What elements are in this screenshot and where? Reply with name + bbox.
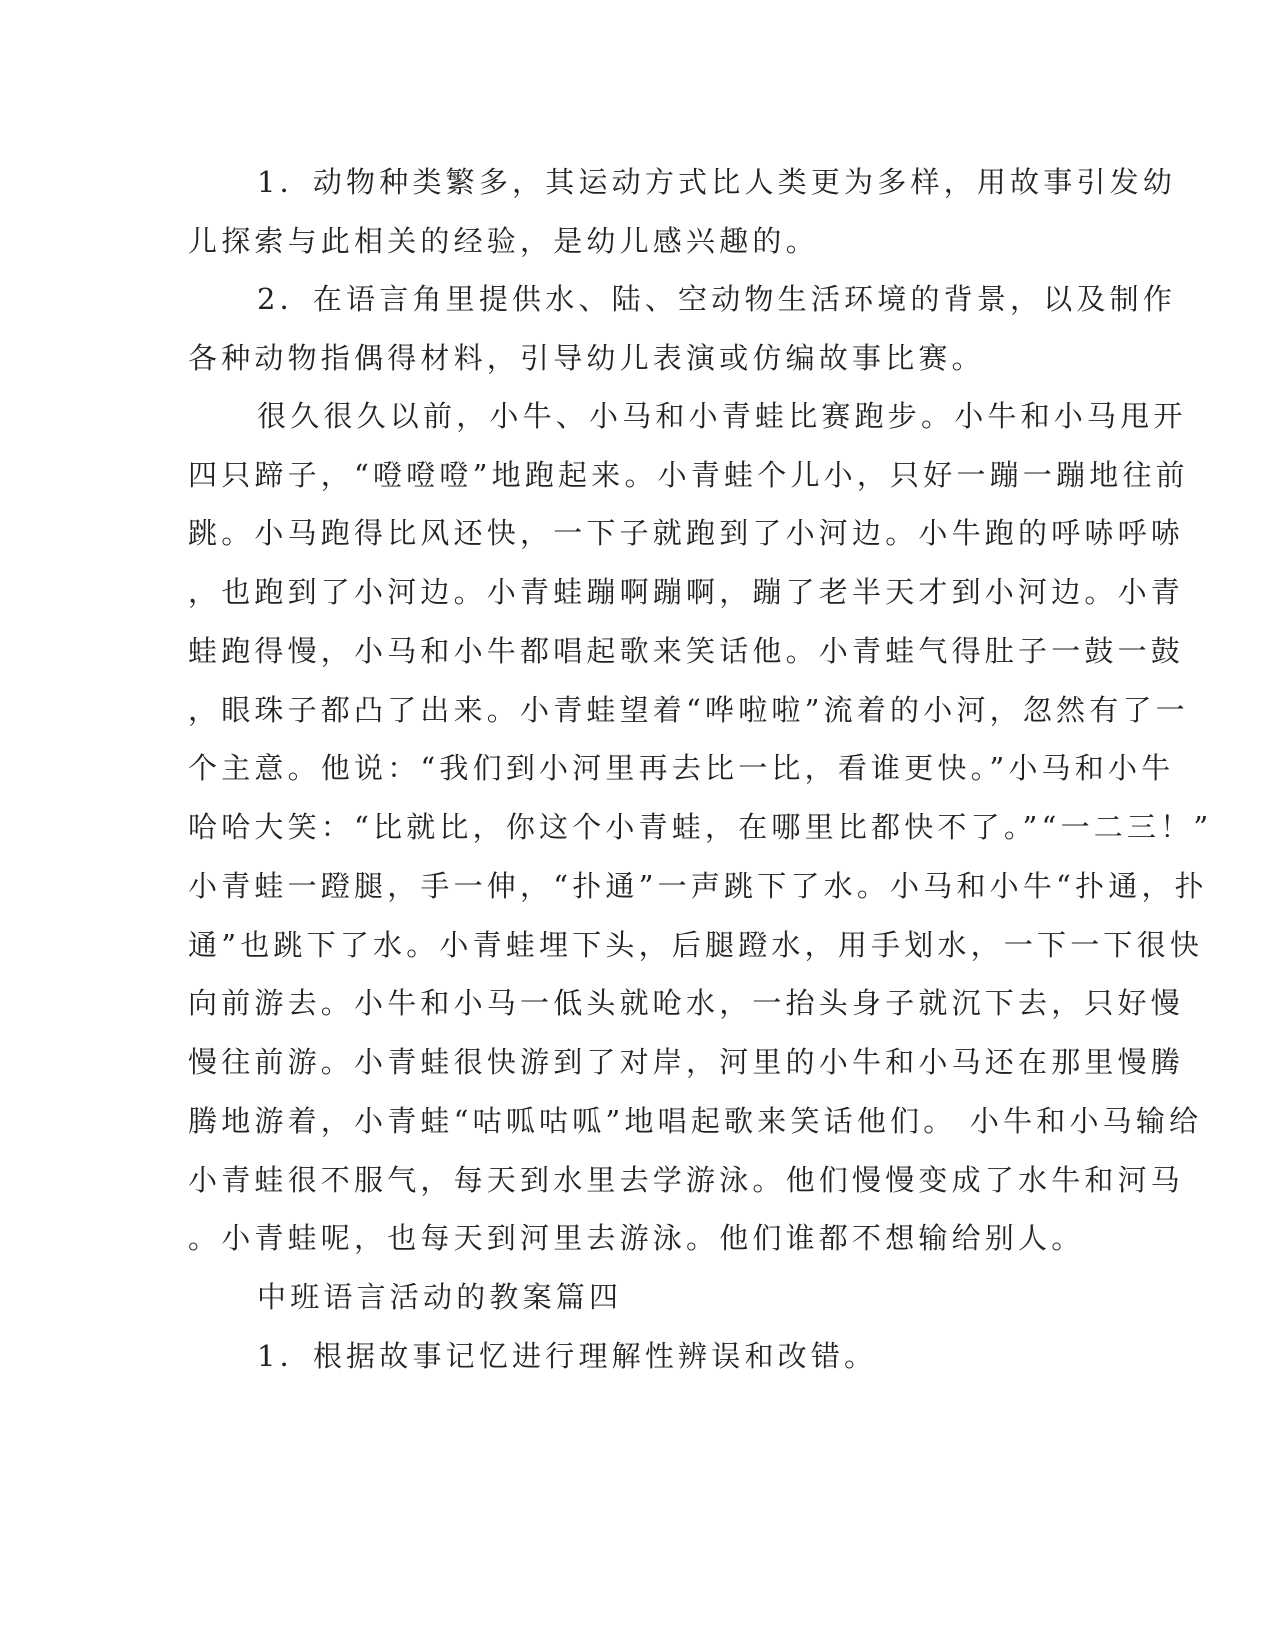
text-line: 个主意。他说：“我们到小河里再去比一比，看谁更快。”小马和小牛: [188, 751, 1175, 785]
text-line: 2．在语言角里提供水、陆、空动物生活环境的背景，以及制作: [257, 282, 1177, 316]
text-line: 四只蹄子，“噔噔噔”地跑起来。小青蛙个儿小，只好一蹦一蹦地往前: [188, 458, 1189, 492]
text-line: 通”也跳下了水。小青蛙埋下头，后腿蹬水，用手划水，一下一下很快: [188, 928, 1204, 962]
text-line: 1．动物种类繁多，其运动方式比人类更为多样，用故事引发幼: [257, 165, 1177, 199]
section-heading: 中班语言活动的教案篇四: [257, 1280, 623, 1314]
text-line: ，也跑到了小河边。小青蛙蹦啊蹦啊，蹦了老半天才到小河边。小青: [188, 575, 1185, 609]
text-line: 儿探索与此相关的经验，是幼儿感兴趣的。: [188, 224, 819, 258]
text-line: 蛙跑得慢，小马和小牛都唱起歌来笑话他。小青蛙气得肚子一鼓一鼓: [188, 634, 1185, 668]
text-line: 向前游去。小牛和小马一低头就呛水，一抬头身子就沉下去，只好慢: [188, 986, 1185, 1020]
text-line: 。小青蛙呢，也每天到河里去游泳。他们谁都不想输给别人。: [188, 1221, 1085, 1255]
text-line: 各种动物指偶得材料，引导幼儿表演或仿编故事比赛。: [188, 341, 985, 375]
text-line: 跳。小马跑得比风还快，一下子就跑到了小河边。小牛跑的呼哧呼哧: [188, 516, 1185, 550]
text-line: 1．根据故事记忆进行理解性辨误和改错。: [257, 1339, 878, 1373]
text-line: ，眼珠子都凸了出来。小青蛙望着“哗啦啦”流着的小河，忽然有了一: [188, 693, 1189, 727]
text-line: 小青蛙一蹬腿，手一伸，“扑通”一声跳下了水。小马和小牛“扑通，扑: [188, 869, 1208, 903]
text-line: 很久很久以前，小牛、小马和小青蛙比赛跑步。小牛和小马甩开: [257, 399, 1187, 433]
text-line: 慢往前游。小青蛙很快游到了对岸，河里的小牛和小马还在那里慢腾: [188, 1045, 1185, 1079]
text-line: 哈哈大笑：“比就比，你这个小青蛙，在哪里比都快不了。”“一二三！”: [188, 810, 1213, 844]
text-line: 小青蛙很不服气，每天到水里去学游泳。他们慢慢变成了水牛和河马: [188, 1163, 1185, 1197]
text-line: 腾地游着，小青蛙“咕呱咕呱”地唱起歌来笑话他们。 小牛和小马输给: [188, 1104, 1203, 1138]
